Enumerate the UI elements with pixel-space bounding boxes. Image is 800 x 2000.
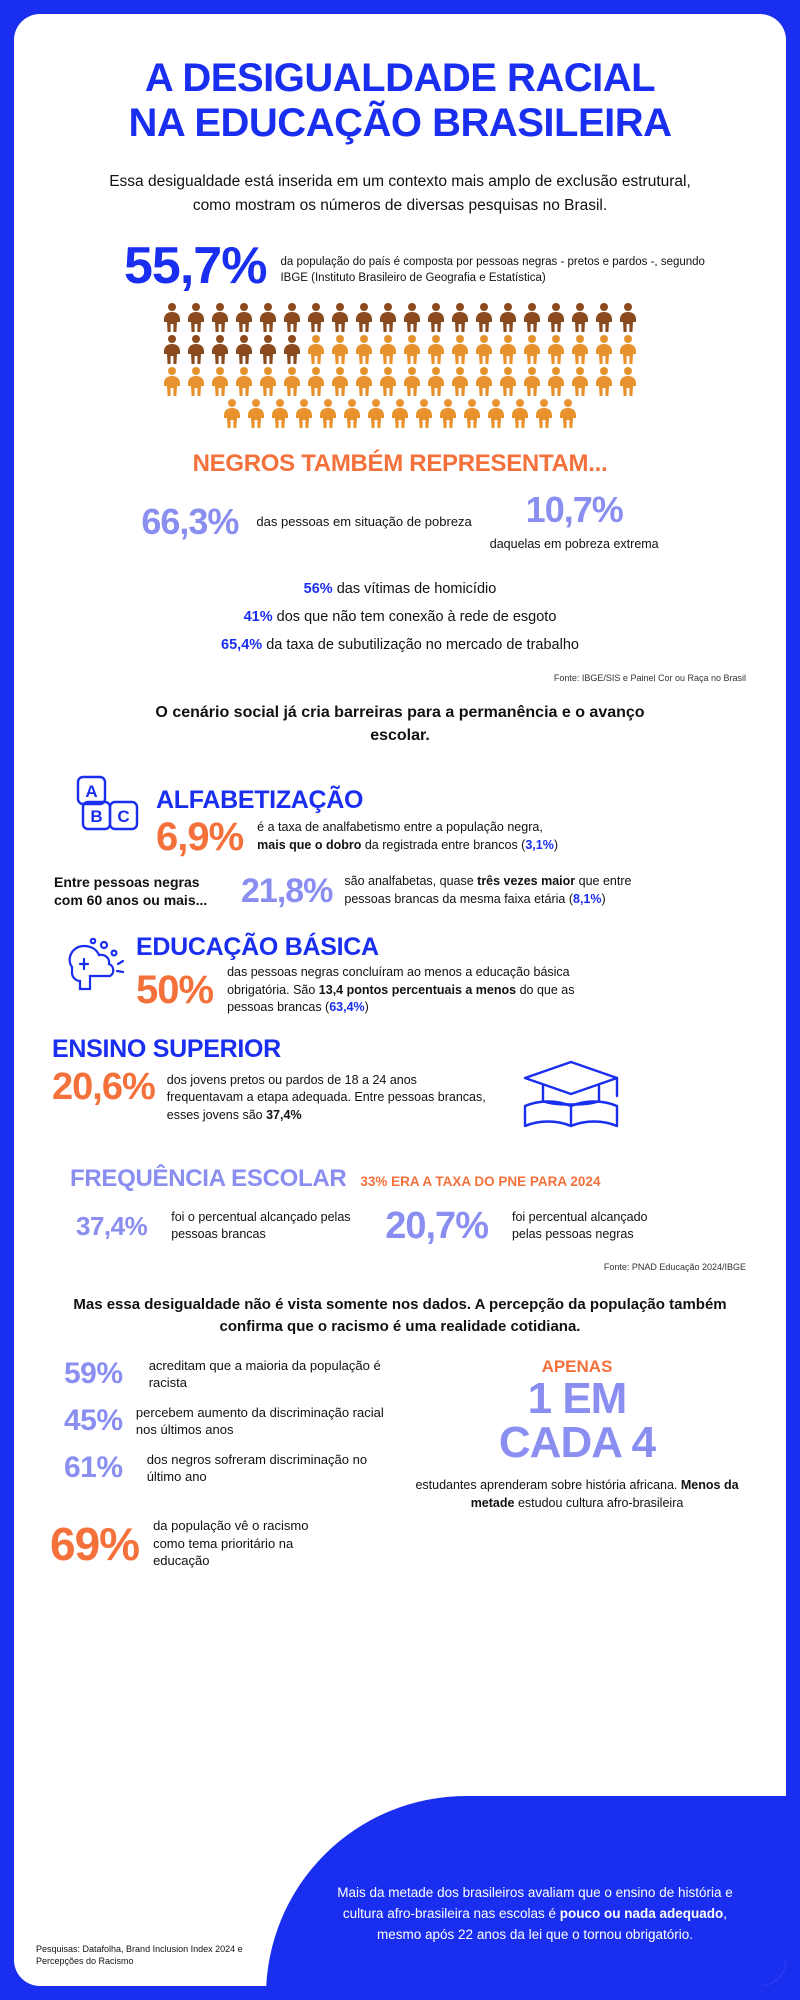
person-icon [185,334,207,364]
person-icon [377,302,399,332]
abc-blocks-icon [74,770,144,841]
person-icon [185,366,207,396]
idosos-desc-blue: 8,1% [573,891,602,906]
pictogram-row [161,302,639,332]
person-icon [377,334,399,364]
section-ensino-superior [14,1017,786,1139]
head-idea-icon [60,931,126,1004]
es-desc-blue: 37,4% [266,1107,302,1122]
bullet-value: 65,4% [221,637,263,654]
pne-target-label: 33% ERA A TAXA DO PNE PARA 2024 [360,1173,601,1189]
person-icon [281,366,303,396]
idosos-analfabetismo [14,857,786,909]
frequencia-brancas-value: 37,4% [76,1210,148,1241]
idosos-label: Entre pessoas negras com 60 anos ou mais... [54,873,208,908]
frequencia-negras-value: 20,7% [385,1204,488,1247]
person-icon [317,398,339,428]
percepcao-list [14,1357,404,1513]
section-educacao-basica [14,909,786,1017]
person-icon [425,334,447,364]
person-icon [389,398,411,428]
source-ibge: Fonte: IBGE/SIS e Painel Cor ou Raça no Brasil [553,673,746,684]
person-icon [473,366,495,396]
list-item [14,575,786,603]
alfa-desc-3: ) [553,837,559,852]
person-icon [401,366,423,396]
alfa-desc-blue: 3,1% [525,837,554,852]
alfa-desc-bold: mais que o dobro [257,837,362,852]
person-icon [545,334,567,364]
percepcao-text: percebem aumento da discriminação racial nos últimos anos [135,1404,384,1438]
person-icon [221,398,243,428]
alfabetizacao-description [257,819,567,854]
person-icon [473,334,495,364]
eb-desc-1: das pessoas negras concluíram ao menos a educação básica obrigatória. São [227,965,570,997]
footer-text-bold: pouco ou nada adequado [559,1906,724,1922]
pesquisas-credits: Pesquisas: Datafolha, Brand Inclusion Index 2024 e Percepções do Racismo [36,1943,243,1967]
heading-frequencia-escolar: FREQUÊNCIA ESCOLAR [70,1164,347,1192]
idosos-desc-2: que entre pessoas brancas da mesma faixa etária ( [344,874,632,906]
list-item [14,631,786,659]
person-icon [245,398,267,428]
person-icon [365,398,387,428]
person-icon [473,302,495,332]
eb-desc-3: ) [364,1000,369,1015]
person-icon [305,302,327,332]
person-icon [557,398,579,428]
person-icon [257,302,279,332]
percepcao-columns [14,1339,786,1513]
frequencia-brancas-description: foi o percentual alcançado pelas pessoas brancas [171,1210,351,1242]
title-line-2: NA EDUCAÇÃO BRASILEIRA [128,100,672,145]
person-icon [461,398,483,428]
person-icon [305,334,327,364]
pictogram-row [161,366,639,396]
person-icon [593,366,615,396]
person-icon [449,334,471,364]
person-icon [161,366,183,396]
person-icon [281,302,303,332]
person-icon [209,366,231,396]
population-stat-value: 55,7% [124,236,267,295]
apenas-desc-2: estudou cultura afro-brasileira [514,1496,684,1511]
svg-text:B: B [90,806,103,826]
person-icon [509,398,531,428]
frequencia-negras-description: foi percentual alcançado pelas pessoas negras [511,1210,648,1242]
es-desc-1: dos jovens pretos ou pardos de 18 a 24 anos frequentavam a etapa adequada. Entre pessoas brancas, esses jovens são [166,1072,486,1122]
ensino-superior-description [167,1064,497,1125]
person-icon [209,334,231,364]
person-icon [401,334,423,364]
person-icon [353,366,375,396]
apenas-label: APENAS [541,1356,613,1376]
person-icon [617,334,639,364]
poverty-stat-description: das pessoas em situação de pobreza [256,514,472,530]
page-title [14,14,786,146]
person-icon [425,366,447,396]
apenas-desc-1: estudantes aprenderam sobre história africana. [415,1478,681,1493]
title-line-1: A DESIGUALDADE RACIAL [144,56,656,100]
person-icon [437,398,459,428]
person-icon [233,334,255,364]
list-item [64,1357,404,1392]
eb-desc-blue: 63,4% [329,1000,365,1015]
person-icon [497,302,519,332]
percepcao-text: acreditam que a maioria da população é racista [148,1357,381,1391]
final-stat-text: da população vê o racismo como tema prioritário na educação [153,1518,309,1569]
footer-text-1: Mais da metade dos brasileiros avaliam que o ensino de história e cultura afro-brasileira nas escolas é [337,1885,733,1922]
section-frequencia-escolar [14,1139,786,1193]
final-stat [14,1513,786,1571]
representam-bullet-list [14,553,786,660]
apenas-line-2: CADA 4 [498,1418,656,1468]
educacao-basica-description [227,964,599,1017]
apenas-desc-bold: Menos da metade [470,1478,739,1511]
svg-text:A: A [85,781,98,801]
percepcao-text: dos negros sofreram discriminação no último ano [146,1451,368,1485]
source-pnad: Fonte: PNAD Educação 2024/IBGE [603,1261,746,1272]
person-icon [449,302,471,332]
person-icon [521,366,543,396]
percepcao-value: 61% [64,1451,123,1485]
person-icon [593,334,615,364]
person-icon [233,366,255,396]
person-icon [209,302,231,332]
section-alfabetizacao [14,748,786,857]
poverty-stat-value: 66,3% [141,501,239,543]
percepcao-lead: Mas essa desigualdade não é vista somente nos dados. A percepção da população também confirma que o racismo é uma realidade cotidiana. [73,1295,727,1336]
bullet-value: 41% [243,608,273,625]
pictogram-row [161,334,639,364]
heading-ensino-superior: ENSINO SUPERIOR [52,1034,281,1063]
list-item [14,603,786,631]
person-icon [569,302,591,332]
person-icon [233,302,255,332]
person-icon [329,366,351,396]
person-icon [425,302,447,332]
person-icon [617,366,639,396]
svg-text:C: C [117,806,130,826]
person-icon [449,366,471,396]
educacao-basica-value: 50% [136,968,214,1013]
person-icon [533,398,555,428]
apenas-description [404,1466,750,1512]
idosos-value: 21,8% [241,871,333,910]
eb-desc-bold: 13,4 pontos percentuais a menos [318,982,517,997]
person-icon [329,302,351,332]
idosos-desc-bold: três vezes maior [477,874,576,889]
footer-text [320,1883,750,1946]
frequencia-values [14,1193,786,1248]
person-icon [377,366,399,396]
population-stat-description: da população do país é composta por pessoas negras - pretos e pardos -, segundo IBGE (Instituto Brasileiro de Geografia e Estatística) [280,255,705,285]
idosos-desc-3: ) [601,891,606,906]
bullet-text: dos que não tem conexão à rede de esgoto [276,608,557,625]
person-icon [329,334,351,364]
person-icon [293,398,315,428]
person-icon [545,366,567,396]
heading-educacao-basica: EDUCAÇÃO BÁSICA [136,933,379,962]
person-icon [569,334,591,364]
person-icon [521,302,543,332]
section-heading-representam: NEGROS TAMBÉM REPRESENTAM... [192,449,608,477]
infographic-sheet [14,14,786,1986]
list-item [64,1404,404,1439]
heading-alfabetizacao: ALFABETIZAÇÃO [156,785,364,814]
bullet-text: das vítimas de homicídio [336,580,497,597]
person-icon [281,334,303,364]
extreme-poverty-stat-description: daquelas em pobreza extrema [489,536,659,551]
idosos-desc-1: são analfabetas, quase [344,874,478,889]
final-stat-value: 69% [50,1517,140,1570]
person-icon [185,302,207,332]
pictogram-row [221,398,579,428]
list-item [64,1451,404,1486]
person-icon [161,302,183,332]
person-icon [161,334,183,364]
person-icon [353,302,375,332]
person-icon [257,334,279,364]
person-icon [497,334,519,364]
person-icon [485,398,507,428]
lead-escolar: O cenário social já cria barreiras para a permanência e o avanço escolar. [155,704,645,745]
footer-text-2: , mesmo após 22 anos da lei que o tornou obrigatório. [377,1906,728,1943]
ensino-superior-value: 20,6% [52,1065,155,1108]
idosos-description [344,873,644,908]
extreme-poverty-stat-value: 10,7% [525,488,623,530]
person-icon [497,366,519,396]
person-icon [545,302,567,332]
graduation-cap-icon [513,1056,633,1139]
person-icon [413,398,435,428]
person-icon [269,398,291,428]
bullet-text: da taxa de subutilização no mercado de trabalho [266,637,579,654]
person-icon [305,366,327,396]
person-icon [341,398,363,428]
person-icon [521,334,543,364]
percepcao-value: 59% [64,1357,123,1391]
eb-desc-2: do que as pessoas brancas ( [227,982,575,1015]
intro-paragraph: Essa desigualdade está inserida em um contexto mais amplo de exclusão estrutural, como mostram os números de diversas pesquisas no Brasil. [109,172,691,214]
percepcao-value: 45% [64,1404,123,1438]
alfa-desc-2: da registrada entre brancos ( [361,837,526,852]
apenas-line-1: 1 EM [527,1373,627,1423]
person-icon [569,366,591,396]
apenas-block [404,1357,786,1513]
bullet-value: 56% [303,580,333,597]
person-icon [401,302,423,332]
alfabetizacao-value: 6,9% [156,814,244,859]
people-pictogram [14,292,786,428]
population-stat [14,218,786,295]
poverty-stats [14,478,786,553]
alfa-desc-1: é a taxa de analfabetismo entre a população negra, [257,820,543,835]
person-icon [593,302,615,332]
person-icon [617,302,639,332]
person-icon [353,334,375,364]
person-icon [257,366,279,396]
